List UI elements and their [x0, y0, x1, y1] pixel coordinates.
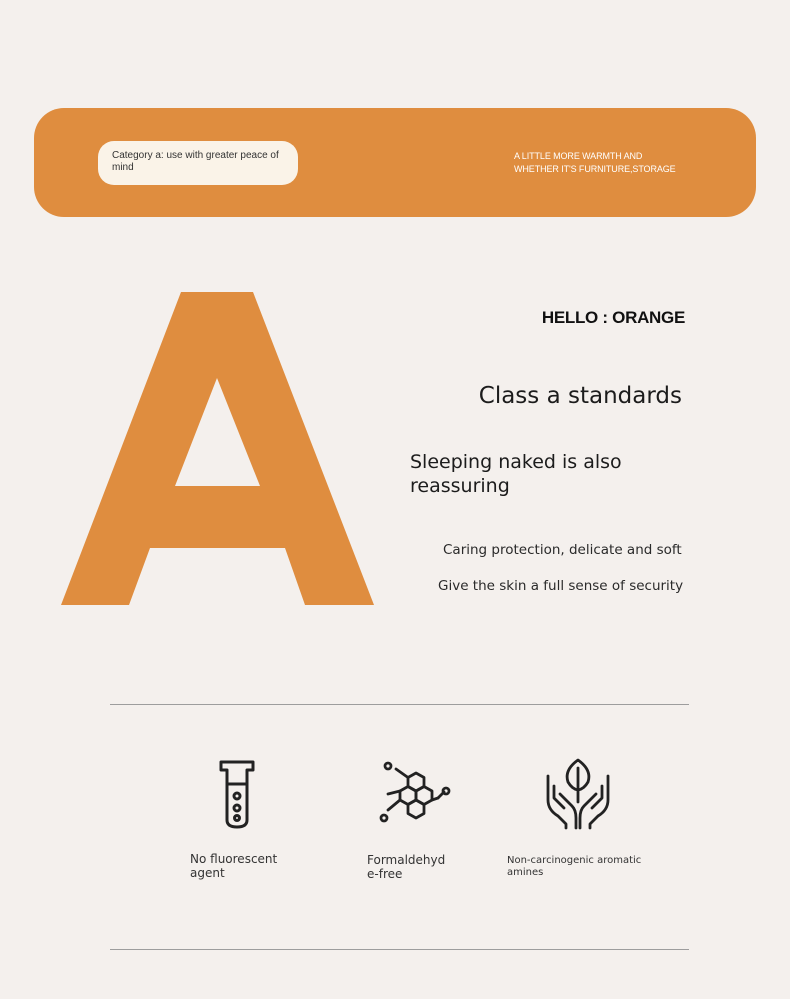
big-letter-a: [60, 290, 376, 606]
top-banner: [34, 108, 756, 217]
description-line-1: Caring protection, delicate and soft: [443, 542, 682, 558]
banner-tagline: [514, 150, 734, 176]
tagline-line-2: WHETHER IT'S FURNITURE,STORAGE: [514, 164, 676, 174]
divider-bottom: [110, 949, 689, 950]
category-text: Category a: use with greater peace of mind: [112, 150, 279, 173]
description-line-2: Give the skin a full sense of security: [438, 578, 684, 594]
subheadline: Sleeping naked is also reassuring: [410, 451, 622, 497]
feature-label-no-fluorescent: No fluorescent agent: [190, 852, 278, 880]
feature-label-non-carcinogenic: Non-carcinogenic aromatic amines: [507, 855, 642, 878]
tagline-line-1: A LITTLE MORE WARMTH AND: [514, 151, 643, 161]
feature-label-formaldehyde-free: Formaldehyde-free: [367, 853, 446, 881]
category-pill: [98, 141, 298, 185]
divider-top: [110, 704, 689, 705]
molecule-icon: [374, 758, 452, 830]
test-tube-icon: [216, 758, 258, 830]
headline: Class a standards: [478, 383, 682, 409]
hands-leaf-icon: [542, 756, 614, 832]
hello-heading: HELLO : ORANGE: [541, 308, 685, 327]
